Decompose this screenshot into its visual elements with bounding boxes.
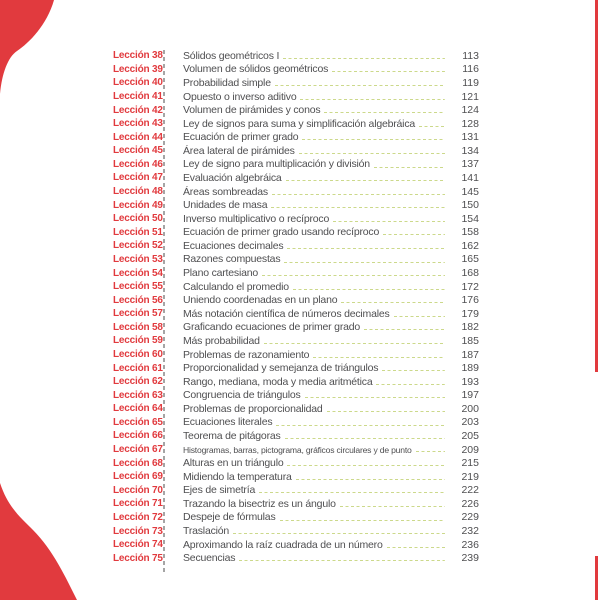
page-number: 113 [462, 49, 479, 62]
page-number: 162 [461, 239, 479, 252]
lesson-title: Graficando ecuaciones de primer grado [183, 321, 361, 334]
dotted-leader [293, 288, 445, 290]
lesson-title: Ley de signos para suma y simplificación algebráica [183, 117, 416, 130]
lesson-number: Lección 69 [113, 471, 163, 483]
toc-row [113, 144, 479, 158]
lesson-number: Lección 42 [113, 104, 163, 116]
lesson-title: Ecuaciones decimales [183, 239, 284, 252]
dotted-leader [287, 247, 445, 249]
page-number: 187 [461, 348, 479, 361]
page-number: 226 [461, 497, 479, 510]
dotted-leader [387, 546, 445, 548]
dotted-leader [300, 98, 445, 100]
lesson-number: Lección 44 [113, 131, 163, 143]
dotted-leader [419, 125, 445, 127]
lesson-title-wrap [183, 226, 449, 238]
lesson-title-wrap [183, 240, 449, 252]
dotted-leader [364, 329, 445, 331]
toc-row [113, 524, 479, 538]
toc-row [113, 49, 479, 63]
lesson-title-wrap [183, 484, 449, 496]
page-number: 219 [461, 470, 479, 483]
dotted-leader [285, 437, 445, 439]
toc-row [113, 103, 479, 117]
dotted-leader [286, 179, 445, 181]
lesson-title: Áreas sombreadas [183, 185, 268, 198]
lesson-title-wrap [183, 131, 449, 143]
page-number: 209 [461, 443, 479, 456]
right-edge-line-top [595, 0, 598, 372]
lesson-title-wrap [183, 539, 449, 551]
lesson-title-wrap [183, 145, 449, 157]
lesson-number: Lección 46 [113, 158, 163, 170]
lesson-title: Probabilidad simple [183, 76, 271, 89]
lesson-number: Lección 75 [113, 552, 163, 564]
toc-row [113, 429, 479, 443]
dotted-leader [324, 112, 445, 114]
page-number: 150 [461, 199, 479, 212]
page-number: 137 [461, 158, 479, 171]
toc-row [113, 388, 479, 402]
lesson-number: Lección 45 [113, 145, 163, 157]
page-number: 203 [461, 416, 479, 429]
lesson-number: Lección 41 [113, 91, 163, 103]
toc-row [113, 361, 479, 375]
toc-row [113, 280, 479, 294]
page-number: 200 [461, 402, 479, 415]
lesson-number: Lección 52 [113, 240, 163, 252]
lesson-number: Lección 55 [113, 281, 163, 293]
lesson-title-wrap [183, 321, 449, 333]
lesson-title-wrap [183, 281, 449, 293]
lesson-title-wrap [183, 376, 449, 388]
lesson-title: Problemas de proporcionalidad [183, 402, 323, 415]
lesson-number: Lección 62 [113, 376, 163, 388]
lesson-title: Ley de signo para multiplicación y división [183, 158, 370, 171]
lesson-title-wrap [183, 294, 449, 306]
lesson-title: Ecuación de primer grado [183, 131, 299, 144]
page-number: 232 [461, 525, 479, 538]
corner-decoration-top-left [0, 0, 70, 100]
lesson-title: Aproximando la raíz cuadrada de un número [183, 538, 383, 551]
page-number: 222 [461, 484, 479, 497]
lesson-title: Traslación [183, 525, 230, 538]
toc-row [113, 402, 479, 416]
page-number: 215 [461, 457, 479, 470]
lesson-number: Lección 66 [113, 430, 163, 442]
toc-row [113, 266, 479, 280]
lesson-number: Lección 54 [113, 267, 163, 279]
lesson-title-wrap [183, 91, 449, 103]
toc-row [113, 212, 479, 226]
lesson-title-wrap [183, 172, 449, 184]
toc-row [113, 171, 479, 185]
toc-row [113, 484, 479, 498]
toc-row [113, 293, 479, 307]
page-number: 165 [461, 253, 479, 266]
dotted-leader [302, 139, 445, 141]
lesson-title: Alturas en un triángulo [183, 457, 284, 470]
lesson-title: Teorema de pitágoras [183, 429, 281, 442]
toc-row [113, 185, 479, 199]
lesson-title-wrap [183, 511, 449, 523]
lesson-title-wrap [183, 104, 449, 116]
dotted-leader [394, 315, 445, 317]
lesson-number: Lección 59 [113, 335, 163, 347]
lesson-number: Lección 64 [113, 403, 163, 415]
lesson-number: Lección 43 [113, 118, 163, 130]
lesson-number: Lección 48 [113, 186, 163, 198]
lesson-title-wrap [183, 118, 449, 130]
lesson-title: Ecuación de primer grado usando recíproco [183, 226, 380, 239]
dotted-leader [299, 152, 445, 154]
toc-row [113, 334, 479, 348]
toc-row [113, 375, 479, 389]
dotted-leader [271, 207, 445, 209]
lesson-number: Lección 40 [113, 77, 163, 89]
dotted-leader [272, 193, 445, 195]
dotted-leader [276, 424, 445, 426]
lesson-title: Congruencia de triángulos [183, 389, 301, 402]
lesson-number: Lección 67 [113, 444, 163, 456]
lesson-title: Uniendo coordenadas en un plano [183, 294, 338, 307]
toc-row [113, 416, 479, 430]
toc-row [113, 253, 479, 267]
lesson-number: Lección 73 [113, 525, 163, 537]
page-number: 121 [461, 90, 479, 103]
lesson-title-wrap [183, 457, 449, 469]
lesson-title-wrap [183, 498, 449, 510]
toc-row [113, 239, 479, 253]
dotted-leader [262, 275, 445, 277]
toc-row [113, 63, 479, 77]
lesson-number: Lección 74 [113, 539, 163, 551]
lesson-title: Calculando el promedio [183, 280, 289, 293]
lesson-title: Ejes de simetría [183, 484, 256, 497]
lesson-title: Área lateral de pirámides [183, 144, 295, 157]
toc-row [113, 76, 479, 90]
page-number: 205 [461, 429, 479, 442]
toc-row [113, 307, 479, 321]
lesson-title: Volumen de sólidos geométricos [183, 63, 329, 76]
dotted-leader [382, 370, 445, 372]
page-number: 236 [461, 538, 479, 551]
lesson-title: Razones compuestas [183, 253, 281, 266]
lesson-title-wrap [183, 199, 449, 211]
lesson-title: Plano cartesiano [183, 267, 259, 280]
toc-row [113, 348, 479, 362]
lesson-title: Trazando la bisectriz es un ángulo [183, 497, 336, 510]
lesson-title: Unidades de masa [183, 199, 268, 212]
lesson-title-wrap [183, 445, 449, 455]
dotted-leader [280, 519, 446, 521]
lesson-number: Lección 50 [113, 213, 163, 225]
page-number: 116 [462, 63, 479, 76]
lesson-title-wrap [183, 552, 449, 564]
lesson-title-wrap [183, 416, 449, 428]
page-number: 172 [461, 280, 479, 293]
lesson-title: Secuencias [183, 552, 236, 565]
dotted-leader [287, 465, 445, 467]
lesson-title-wrap [183, 267, 449, 279]
dotted-leader [296, 478, 445, 480]
dotted-leader [341, 302, 445, 304]
lesson-number: Lección 56 [113, 294, 163, 306]
lesson-title-wrap [183, 403, 449, 415]
dotted-leader [327, 410, 445, 412]
dotted-leader [383, 234, 445, 236]
lesson-number: Lección 61 [113, 362, 163, 374]
page-number: 168 [461, 267, 479, 280]
dotted-leader [340, 505, 445, 507]
lesson-title-wrap [183, 335, 449, 347]
lesson-title: Volumen de pirámides y conos [183, 104, 321, 117]
page-number: 131 [461, 131, 479, 144]
lesson-title-wrap [183, 525, 449, 537]
dotted-leader [416, 450, 445, 452]
dotted-leader [333, 220, 445, 222]
lesson-number: Lección 58 [113, 321, 163, 333]
lesson-title-wrap [183, 430, 449, 442]
lesson-number: Lección 53 [113, 253, 163, 265]
lesson-title: Despeje de fórmulas [183, 511, 276, 524]
page-number: 229 [461, 511, 479, 524]
lesson-title-wrap [183, 186, 449, 198]
page-number: 239 [461, 552, 479, 565]
toc-row [113, 456, 479, 470]
lesson-title: Rango, mediana, moda y media aritmética [183, 375, 373, 388]
toc-row [113, 198, 479, 212]
dotted-leader [275, 84, 445, 86]
lesson-title-wrap [183, 389, 449, 401]
lesson-number: Lección 63 [113, 389, 163, 401]
lesson-number: Lección 71 [113, 498, 163, 510]
lesson-number: Lección 65 [113, 416, 163, 428]
lesson-title-wrap [183, 63, 449, 75]
lesson-title: Más probabilidad [183, 334, 260, 347]
toc-rows [113, 49, 479, 565]
lesson-number: Lección 57 [113, 308, 163, 320]
dotted-leader [376, 383, 445, 385]
lesson-title-wrap [183, 308, 449, 320]
page-number: 119 [462, 76, 479, 89]
corner-decoration-bottom-left [0, 475, 90, 600]
lesson-title: Más notación científica de números decimales [183, 307, 390, 320]
toc-row [113, 538, 479, 552]
lesson-number: Lección 38 [113, 50, 163, 62]
lesson-number: Lección 47 [113, 172, 163, 184]
lesson-title-wrap [183, 362, 449, 374]
dotted-leader [233, 533, 445, 535]
toc-row [113, 321, 479, 335]
dotted-leader [239, 560, 445, 562]
page-number: 182 [461, 321, 479, 334]
dotted-leader [305, 397, 445, 399]
page-number: 128 [461, 117, 479, 130]
toc-row [113, 226, 479, 240]
lesson-title-wrap [183, 50, 449, 62]
page-number: 179 [461, 307, 479, 320]
toc-row [113, 551, 479, 565]
lesson-title-wrap [183, 213, 449, 225]
page-number: 189 [461, 362, 479, 375]
dotted-leader [374, 166, 445, 168]
toc-row [113, 90, 479, 104]
dotted-leader [283, 57, 445, 59]
dotted-leader [284, 261, 445, 263]
dotted-leader [264, 342, 445, 344]
toc-row [113, 511, 479, 525]
lesson-title: Inverso multiplicativo o recíproco [183, 212, 330, 225]
page-number: 124 [461, 104, 479, 117]
lesson-title: Histogramas, barras, pictograma, gráficos circulares y de punto [183, 444, 412, 455]
lesson-title-wrap [183, 349, 449, 361]
lesson-title-wrap [183, 253, 449, 265]
page-number: 134 [461, 144, 479, 157]
lesson-title: Problemas de razonamiento [183, 348, 310, 361]
lesson-number: Lección 68 [113, 457, 163, 469]
lesson-title: Evaluación algebráica [183, 171, 282, 184]
page-number: 141 [461, 171, 479, 184]
lesson-title: Proporcionalidad y semejanza de triángulos [183, 362, 379, 375]
toc-row [113, 470, 479, 484]
dotted-leader [259, 492, 445, 494]
lesson-title-wrap [183, 77, 449, 89]
toc-row [113, 497, 479, 511]
lesson-title-wrap [183, 158, 449, 170]
dotted-leader [332, 71, 445, 73]
page-number: 197 [461, 389, 479, 402]
page-number: 158 [461, 226, 479, 239]
lesson-title: Opuesto o inverso aditivo [183, 90, 297, 103]
lesson-number: Lección 70 [113, 484, 163, 496]
page-number: 154 [461, 212, 479, 225]
page-number: 145 [461, 185, 479, 198]
page-number: 176 [461, 294, 479, 307]
lesson-number: Lección 49 [113, 199, 163, 211]
lesson-number: Lección 72 [113, 511, 163, 523]
page-number: 185 [461, 334, 479, 347]
lesson-number: Lección 39 [113, 63, 163, 75]
toc-row [113, 117, 479, 131]
lesson-title: Sólidos geométricos I [183, 49, 280, 62]
dotted-leader [313, 356, 445, 358]
toc-row [113, 130, 479, 144]
lesson-title-wrap [183, 471, 449, 483]
lesson-number: Lección 51 [113, 226, 163, 238]
right-edge-line-bottom [595, 556, 598, 600]
lesson-number: Lección 60 [113, 349, 163, 360]
lesson-title: Ecuaciones literales [183, 416, 273, 429]
lesson-title: Midiendo la temperatura [183, 470, 292, 483]
toc-row [113, 158, 479, 172]
toc-row [113, 443, 479, 457]
page-number: 193 [461, 375, 479, 388]
